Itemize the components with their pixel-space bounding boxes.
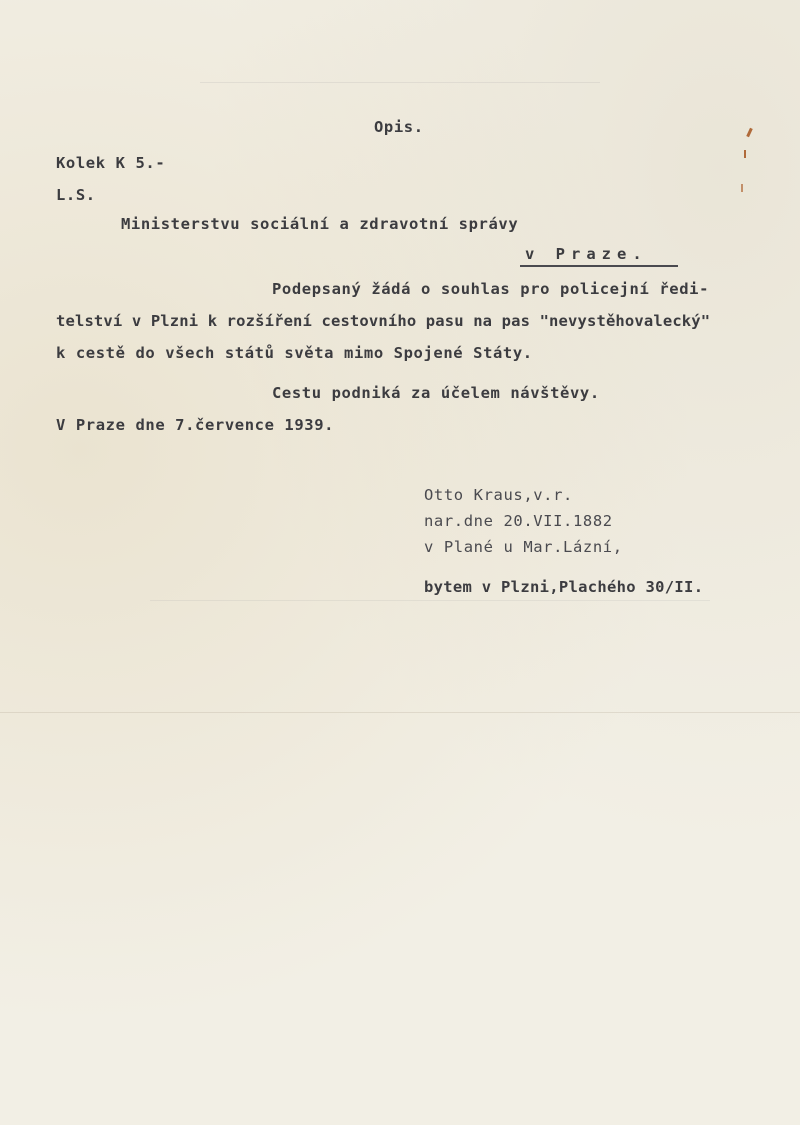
signature-birth: nar.dne 20.VII.1882 — [424, 512, 613, 530]
rust-mark — [741, 184, 743, 192]
bleed-through-block — [150, 600, 710, 711]
document-title: Opis. — [374, 118, 424, 136]
seal-line: L.S. — [56, 186, 96, 204]
addressee-line-1: Ministerstvu sociální a zdravotní správy — [121, 215, 519, 233]
fold-line — [0, 712, 800, 713]
addressee-line-2: v Praze. — [525, 245, 648, 263]
body-paragraph-2: Cestu podniká za účelem návštěvy. — [272, 384, 600, 402]
body-paragraph-1-line-3: k cestě do všech států světa mimo Spojené Státy. — [56, 344, 533, 362]
signature-residence: bytem v Plzni,Plachého 30/II. — [424, 578, 704, 596]
signature-birthplace: v Plané u Mar.Lázní, — [424, 538, 623, 556]
date-line: V Praze dne 7.července 1939. — [56, 416, 335, 434]
signature-name: Otto Kraus,v.r. — [424, 486, 573, 504]
body-paragraph-1-line-2: telství v Plzni k rozšíření cestovního pasu na pas "nevystěhovalecký" — [56, 312, 711, 330]
bleed-through-letterhead — [200, 58, 600, 89]
stamp-fee-line: Kolek K 5.- — [56, 154, 166, 172]
body-paragraph-1-line-1: Podepsaný žádá o souhlas pro policejní ředi- — [272, 280, 709, 298]
rust-mark — [744, 150, 746, 158]
addressee-underline — [520, 265, 678, 267]
